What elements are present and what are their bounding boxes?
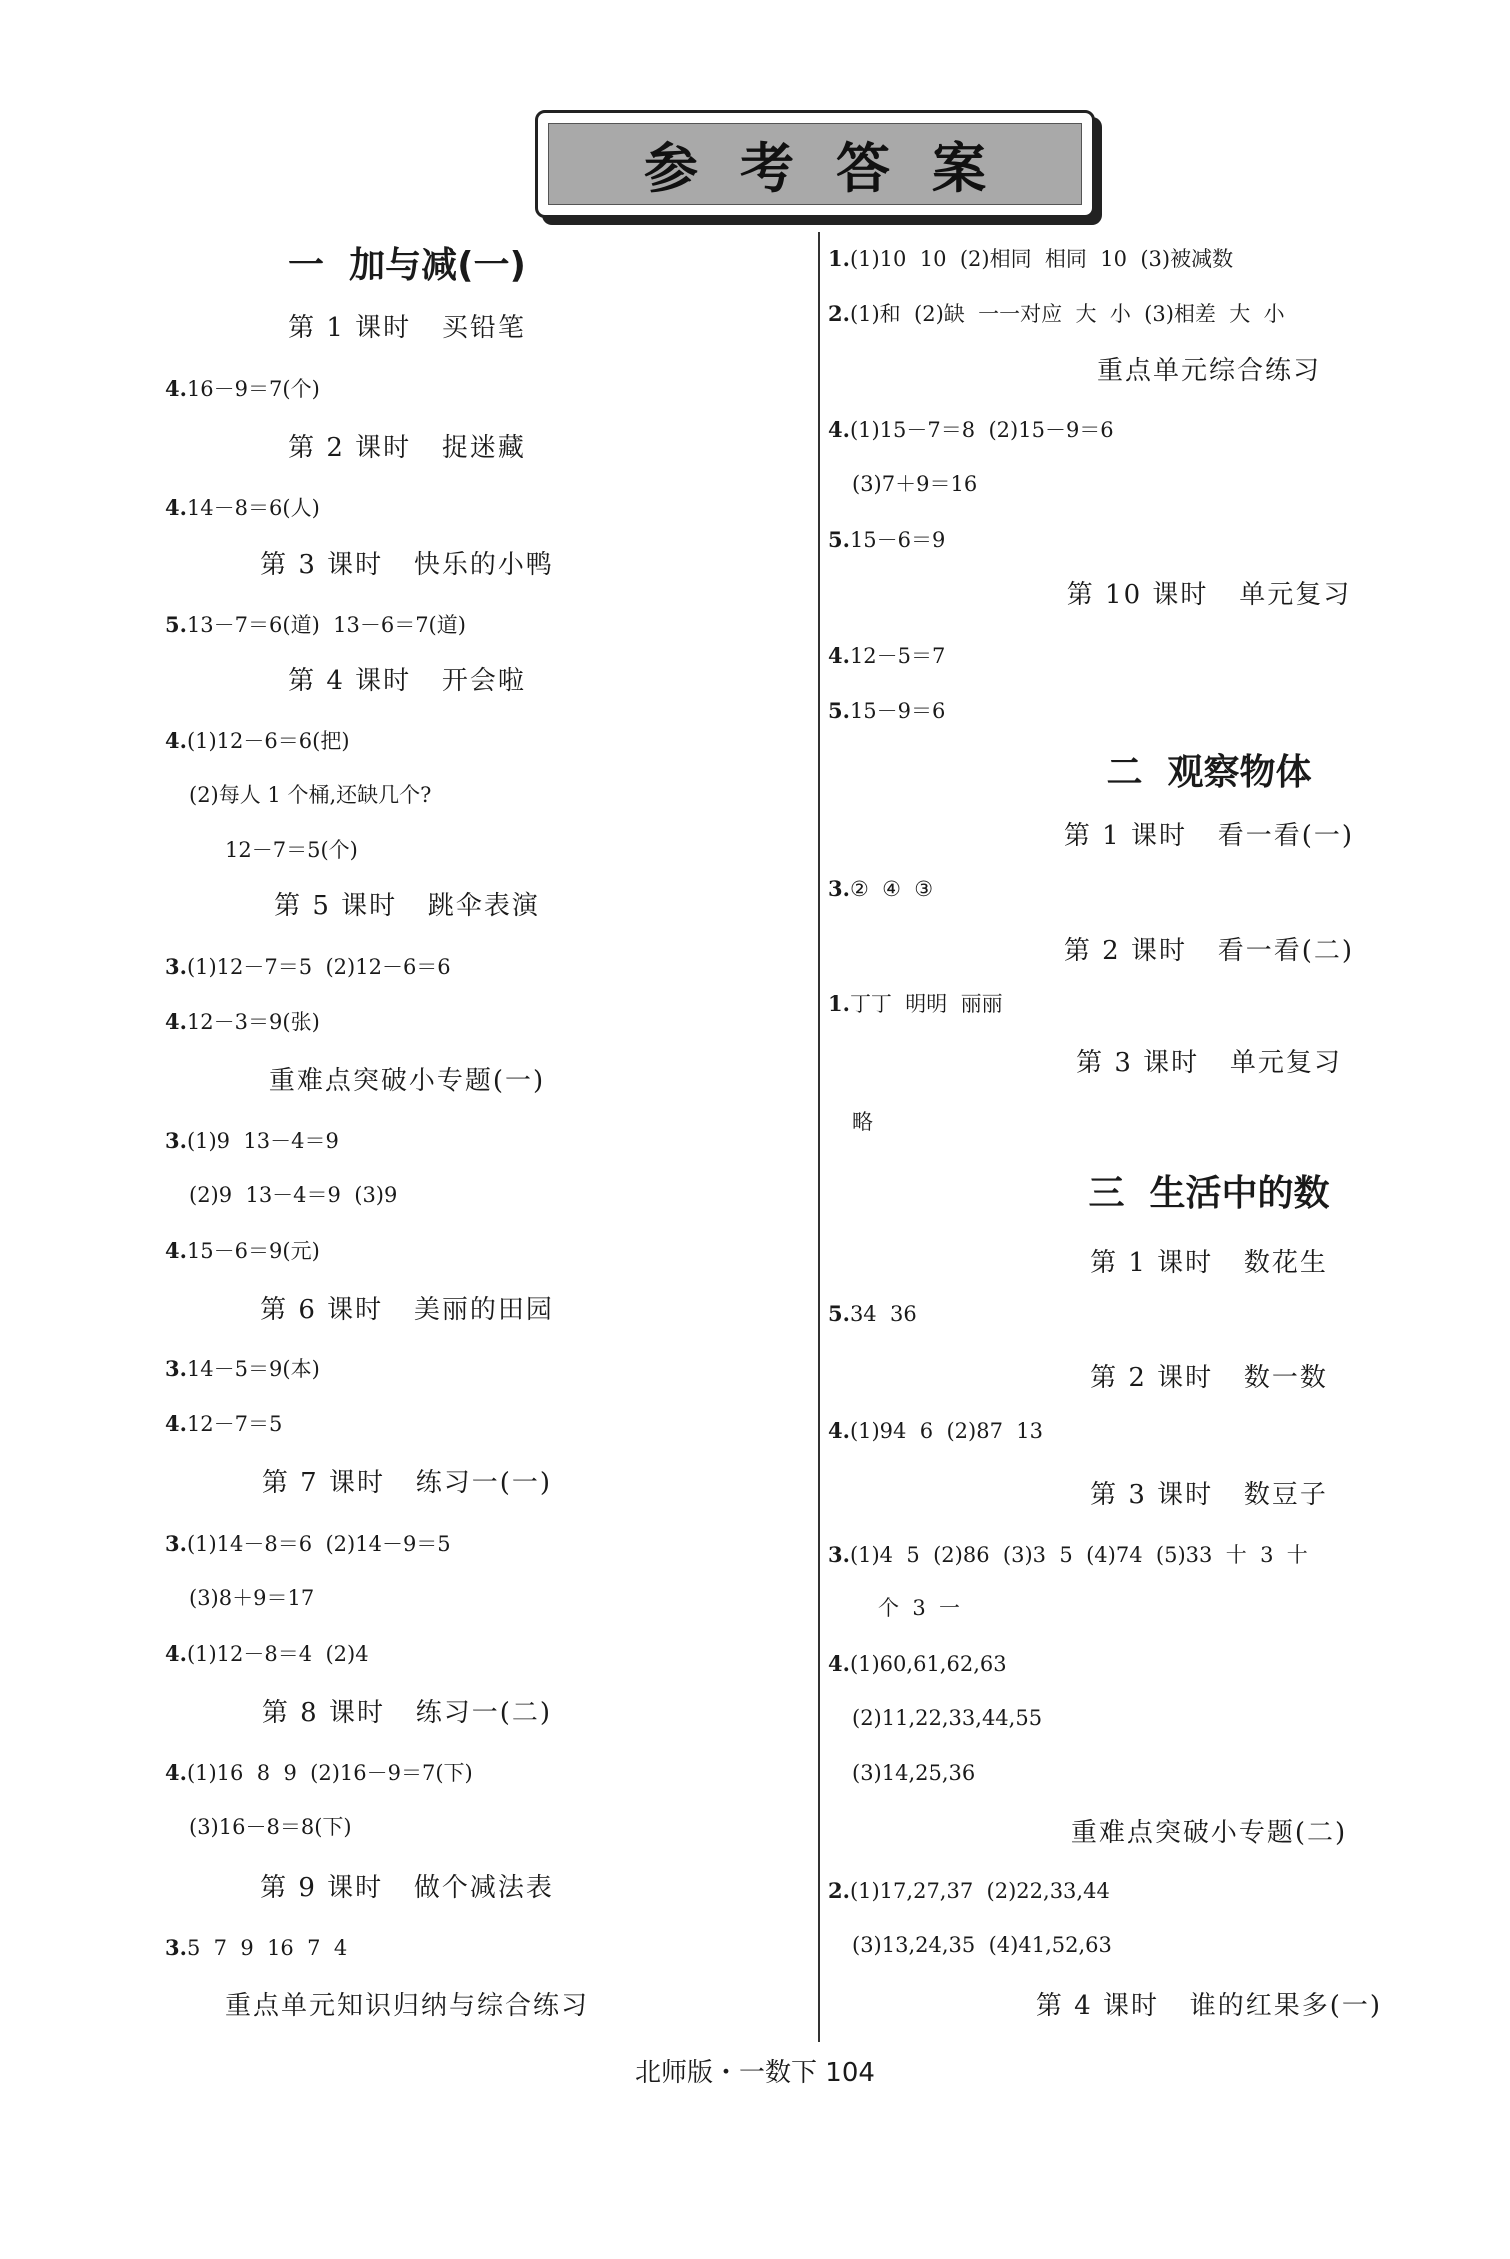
answer-text: 15－6＝9(元) xyxy=(186,1239,320,1263)
answer-line xyxy=(852,1112,873,1133)
question-number: 2. xyxy=(828,301,850,326)
question-number: 4. xyxy=(828,643,850,668)
answer-text: (1)60,61,62,63 xyxy=(849,1652,1007,1676)
answer-text: (2)11,22,33,44,55 xyxy=(852,1706,1043,1730)
answer-text: (3)7＋9＝16 xyxy=(852,472,978,496)
answer-line xyxy=(165,1533,451,1555)
answer-line xyxy=(828,1303,917,1325)
answer-line xyxy=(189,1588,314,1609)
answer-line xyxy=(828,993,1003,1015)
lesson-heading: 第 9 课时 做个减法表 xyxy=(260,1873,554,1903)
lesson-heading: 第 8 课时 练习一(二) xyxy=(261,1698,553,1728)
answer-text: (3)13,24,35 (4)41,52,63 xyxy=(852,1933,1112,1957)
lesson-heading: 重难点突破小专题(二) xyxy=(1070,1818,1348,1848)
chapter-heading: 二 观察物体 xyxy=(1106,752,1312,793)
answer-text: 15－6＝9 xyxy=(849,528,946,552)
answer-text: 5 7 9 16 7 4 xyxy=(186,1936,348,1960)
lesson-heading: 第 5 课时 跳伞表演 xyxy=(274,891,540,921)
answer-text: (2)9 13－4＝9 (3)9 xyxy=(189,1183,398,1207)
answer-text: 12－5＝7 xyxy=(849,644,946,668)
answer-text: 34 36 xyxy=(849,1302,917,1326)
question-number: 3. xyxy=(165,1531,187,1556)
answer-line xyxy=(165,1240,320,1262)
question-number: 5. xyxy=(828,527,850,552)
answer-text: (1)14－8＝6 (2)14－9＝5 xyxy=(186,1532,451,1556)
answer-text: 16－9＝7(个) xyxy=(186,377,320,401)
question-number: 5. xyxy=(828,698,850,723)
question-number: 4. xyxy=(828,1651,850,1676)
lesson-heading: 重点单元综合练习 xyxy=(1096,356,1321,386)
lesson-heading: 第 2 课时 捉迷藏 xyxy=(288,433,526,463)
answer-line xyxy=(225,840,358,861)
answer-line xyxy=(828,1880,1110,1902)
lesson-heading: 第 1 课时 数花生 xyxy=(1090,1248,1328,1278)
answer-line xyxy=(852,474,977,495)
answer-line xyxy=(828,529,945,551)
answer-text: (1)16 8 9 (2)16－9＝7(下) xyxy=(186,1761,473,1785)
question-number: 1. xyxy=(828,991,850,1016)
question-number: 4. xyxy=(165,1641,187,1666)
answer-text: (3)16－8＝8(下) xyxy=(189,1815,352,1839)
answer-line xyxy=(828,1544,1308,1566)
answer-text: 14－8＝6(人) xyxy=(186,496,320,520)
lesson-heading: 第 4 课时 开会啦 xyxy=(288,666,526,696)
lesson-heading: 第 2 课时 数一数 xyxy=(1090,1363,1328,1393)
question-number: 2. xyxy=(828,1878,850,1903)
page-title: 参考答案 xyxy=(644,136,1028,200)
question-number: 3. xyxy=(828,1542,850,1567)
answer-line xyxy=(165,1762,473,1784)
lesson-heading: 第 4 课时 谁的红果多(一) xyxy=(1035,1991,1383,2021)
answer-line xyxy=(189,1817,352,1838)
answer-line xyxy=(165,1413,282,1435)
answer-line xyxy=(165,1358,320,1380)
lesson-heading: 第 1 课时 买铅笔 xyxy=(288,313,526,343)
question-number: 4. xyxy=(165,1760,187,1785)
lesson-heading: 第 10 课时 单元复习 xyxy=(1066,580,1352,610)
lesson-heading: 第 3 课时 单元复习 xyxy=(1076,1048,1342,1078)
question-number: 5. xyxy=(828,1301,850,1326)
answer-text: 12－3＝9(张) xyxy=(186,1010,320,1034)
answer-line xyxy=(828,700,945,722)
lesson-heading: 第 3 课时 数豆子 xyxy=(1090,1480,1328,1510)
question-number: 3. xyxy=(165,1935,187,1960)
chapter-heading: 一 加与减(一) xyxy=(288,245,526,286)
answer-text: (2)每人 1 个桶,还缺几个? xyxy=(189,783,432,807)
answer-line xyxy=(828,645,945,667)
lesson-heading: 第 2 课时 看一看(二) xyxy=(1063,936,1355,966)
page-footer: 北师版・一数下 104 xyxy=(635,2058,875,2088)
answer-text: (1)12－6＝6(把) xyxy=(186,729,350,753)
answer-text: 15－9＝6 xyxy=(849,699,946,723)
answer-line xyxy=(165,730,350,752)
question-number: 5. xyxy=(165,612,187,637)
answer-line xyxy=(165,1937,347,1959)
answer-text: 12－7＝5 xyxy=(186,1412,283,1436)
answer-line xyxy=(878,1598,960,1619)
answer-line xyxy=(165,956,451,978)
lesson-heading: 第 1 课时 看一看(一) xyxy=(1063,821,1355,851)
answer-text: 略 xyxy=(852,1110,873,1134)
lesson-heading: 重点单元知识归纳与综合练习 xyxy=(224,1991,589,2021)
answer-line xyxy=(165,1130,339,1152)
answer-text: 14－5＝9(本) xyxy=(186,1357,320,1381)
question-number: 4. xyxy=(165,1009,187,1034)
answer-line xyxy=(852,1763,975,1784)
answer-text: (1)12－7＝5 (2)12－6＝6 xyxy=(186,955,451,979)
question-number: 3. xyxy=(165,954,187,979)
answer-text: (1)10 10 (2)相同 相同 10 (3)被减数 xyxy=(849,247,1234,271)
question-number: 4. xyxy=(828,417,850,442)
answer-text: 13－7＝6(道) 13－6＝7(道) xyxy=(186,613,466,637)
question-number: 4. xyxy=(165,728,187,753)
title-box xyxy=(535,110,1095,218)
question-number: 3. xyxy=(165,1128,187,1153)
answer-text: 12－7＝5(个) xyxy=(225,838,358,862)
answer-line xyxy=(165,614,466,636)
answer-text: (1)4 5 (2)86 (3)3 5 (4)74 (5)33 十 3 十 xyxy=(849,1543,1308,1567)
question-number: 3. xyxy=(828,876,850,901)
answer-text: (1)94 6 (2)87 13 xyxy=(849,1419,1044,1443)
answer-line xyxy=(828,1653,1007,1675)
lesson-heading: 第 7 课时 练习一(一) xyxy=(261,1468,553,1498)
answer-text: (1)15－7＝8 (2)15－9＝6 xyxy=(849,418,1114,442)
answer-line xyxy=(165,1643,369,1665)
question-number: 4. xyxy=(828,1418,850,1443)
question-number: 4. xyxy=(165,495,187,520)
question-number: 4. xyxy=(165,1411,187,1436)
answer-line xyxy=(828,419,1114,441)
answer-text: (1)和 (2)缺 一一对应 大 小 (3)相差 大 小 xyxy=(849,302,1285,326)
lesson-heading: 第 6 课时 美丽的田园 xyxy=(260,1295,554,1325)
answer-text: (3)8＋9＝17 xyxy=(189,1586,315,1610)
chapter-heading: 三 生活中的数 xyxy=(1088,1173,1330,1214)
column-divider xyxy=(818,232,820,2042)
answer-text: 个 3 一 xyxy=(878,1596,961,1620)
answer-line xyxy=(828,303,1285,325)
answer-line xyxy=(852,1708,1042,1729)
answer-text: (1)12－8＝4 (2)4 xyxy=(186,1642,369,1666)
answer-text: (1)17,27,37 (2)22,33,44 xyxy=(849,1879,1110,1903)
lesson-heading: 重难点突破小专题(一) xyxy=(268,1066,546,1096)
answer-line xyxy=(828,1420,1043,1442)
answer-text: (3)14,25,36 xyxy=(852,1761,976,1785)
answer-line xyxy=(828,878,933,900)
answer-line xyxy=(852,1935,1112,1956)
question-number: 4. xyxy=(165,1238,187,1263)
answer-text: 丁丁 明明 丽丽 xyxy=(849,992,1003,1016)
answer-text: (1)9 13－4＝9 xyxy=(186,1129,339,1153)
title-banner xyxy=(548,123,1082,205)
lesson-heading: 第 3 课时 快乐的小鸭 xyxy=(260,550,554,580)
answer-line xyxy=(165,497,320,519)
answer-line xyxy=(828,248,1233,270)
question-number: 3. xyxy=(165,1356,187,1381)
answer-line xyxy=(189,1185,397,1206)
question-number: 4. xyxy=(165,376,187,401)
question-number: 1. xyxy=(828,246,850,271)
answer-line xyxy=(165,378,320,400)
answer-line xyxy=(189,785,431,806)
answer-line xyxy=(165,1011,320,1033)
answer-text: ② ④ ③ xyxy=(849,877,934,901)
